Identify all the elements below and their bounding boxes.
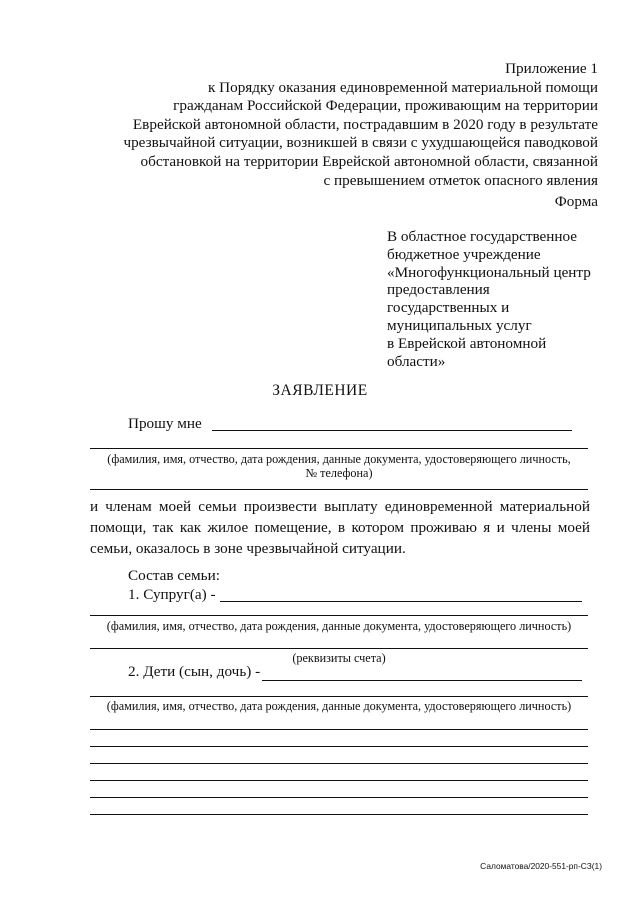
spouse-label: 1. Супруг(а) - (128, 586, 216, 603)
request-label: Прошу мне (128, 415, 202, 432)
blank-line[interactable] (90, 797, 588, 798)
document-footer: Саломатова/2020-551-рп-СЗ(1) (480, 861, 602, 871)
addressee-line: бюджетное учреждение (387, 245, 541, 263)
request-name-field[interactable] (212, 430, 572, 431)
blank-line[interactable] (90, 729, 588, 730)
appendix-line: обстановкой на территории Еврейской автономной области, связанной (140, 152, 598, 170)
addressee-line: муниципальных услуг (387, 316, 532, 334)
spouse-account-field[interactable] (90, 648, 588, 649)
appendix-header (118, 60, 598, 190)
addressee-line: «Многофункциональный центр (387, 263, 591, 281)
children-name-field[interactable] (262, 680, 582, 681)
blank-line[interactable] (90, 763, 588, 764)
children-label: 2. Дети (сын, дочь) - (128, 663, 261, 680)
request-caption-line1: (фамилия, имя, отчество, дата рождения, данные документа, удостоверяющего личность, (107, 452, 571, 466)
request-extra-field[interactable] (90, 489, 588, 490)
appendix-line: чрезвычайной ситуации, возникшей в связи с ухудшающейся паводковой (123, 134, 598, 152)
paragraph-line: помощи, так как жилое помещение, в котором проживаю я и члены моей (90, 519, 590, 536)
family-heading: Состав семьи: (128, 567, 220, 584)
addressee-line: области» (387, 352, 446, 370)
spouse-name-field[interactable] (220, 601, 582, 602)
appendix-line: к Порядку оказания единовременной материальной помощи (207, 78, 598, 96)
account-caption: (реквизиты счета) (292, 651, 386, 665)
request-paragraph (90, 496, 590, 559)
request-caption-line2: № телефона) (305, 466, 373, 480)
addressee-line: предоставления (387, 281, 490, 299)
request-details-field[interactable] (90, 448, 588, 449)
addressee-block (387, 228, 607, 370)
appendix-line: гражданам Российской Федерации, проживающим на территории (173, 97, 598, 115)
blank-line[interactable] (90, 780, 588, 781)
paragraph-line: и членам моей семьи произвести выплату единовременной материальной (90, 498, 590, 515)
appendix-line: Еврейской автономной области, пострадавшим в 2020 году в результате (132, 115, 598, 133)
addressee-line: в Еврейской автономной (387, 334, 547, 352)
spouse-caption: (фамилия, имя, отчество, дата рождения, данные документа, удостоверяющего личность) (106, 619, 572, 633)
blank-line[interactable] (90, 814, 588, 815)
children-details-field[interactable] (90, 696, 588, 697)
appendix-line: Приложение 1 (505, 60, 598, 77)
paragraph-line: семьи, оказалось в зоне чрезвычайной ситуации. (90, 540, 406, 557)
children-caption: (фамилия, имя, отчество, дата рождения, данные документа, удостоверяющего личность) (106, 699, 572, 713)
form-label: Форма (554, 193, 598, 210)
appendix-line: с превышением отметок опасного явления (323, 171, 598, 189)
document-title: ЗАЯВЛЕНИЕ (272, 382, 368, 399)
addressee-line: В областное государственное (387, 228, 578, 245)
blank-line[interactable] (90, 746, 588, 747)
spouse-details-field[interactable] (90, 615, 588, 616)
addressee-line: государственных и (387, 299, 510, 317)
